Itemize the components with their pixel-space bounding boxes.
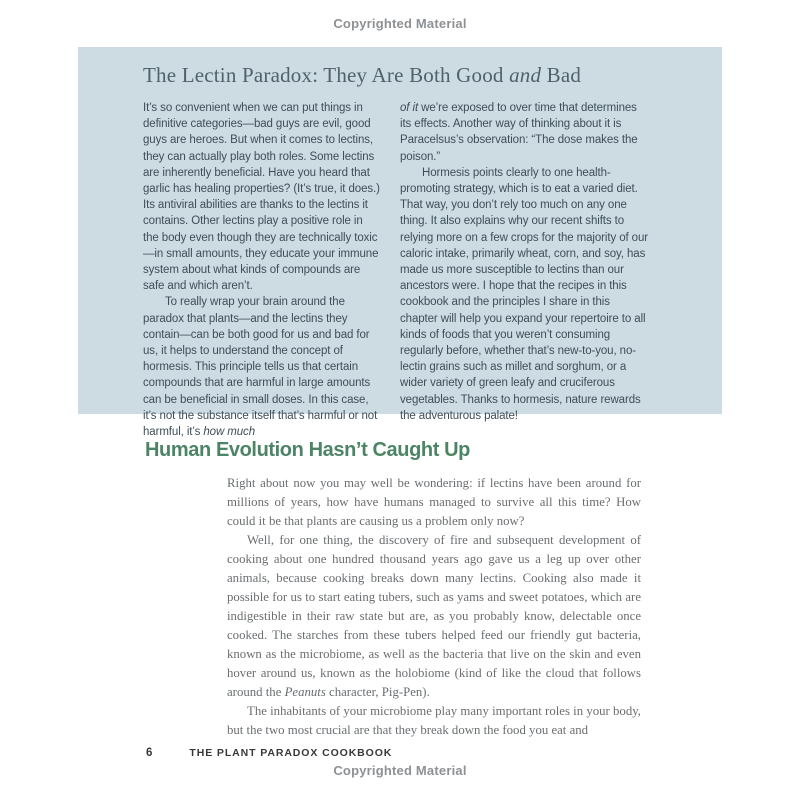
box-paragraph-4: Hormesis points clearly to one health-promoting strategy, which is to eat a varied diet. That way, you don’t rely too much on any one thing. It also explains why our recent shifts to relying more on a few crops for the majority of our caloric intake, primarily wheat, corn, and soy, has made us more susceptible to lectins than our ancestors were. I hope that the recipes in this cookbook and the principles I share in this chapter will help you expand your repertoire to all kinds of foods that you weren’t consuming regularly before, whether that’s new-to-you, no-lectin grains such as millet and sorghum, or a wider variety of green leafy and cruciferous vegetables. Thanks to hormesis, nature rewards the adventurous palate! bbox=[400, 166, 649, 422]
copyright-notice-top: Copyrighted Material bbox=[333, 16, 467, 31]
box-right-column bbox=[400, 100, 648, 440]
book-title: THE PLANT PARADOX COOKBOOK bbox=[189, 747, 393, 759]
box-heading bbox=[143, 63, 648, 88]
box-left-column bbox=[143, 100, 381, 440]
italic-of-it: of it bbox=[400, 102, 419, 114]
body-paragraph-1: Right about now you may well be wondering: if lectins have been around for millions of years, how have humans managed to survive all this time? How could it be that plants are causing us a problem only now? bbox=[227, 476, 641, 528]
lectin-paradox-callout-box bbox=[78, 47, 722, 439]
box-paragraph-3 bbox=[400, 100, 648, 165]
box-heading-italic-and: and bbox=[509, 63, 542, 87]
box-paragraph-1: It’s so convenient when we can put things in definitive categories—bad guys are evil, good guys are heroes. But when it comes to lectins, they can actually play both roles. Some lectins are inherently beneficial. Have you heard that garlic has healing properties? (It’s true, it does.) Its antiviral abilities are thanks to the lectins it contains. Other lectins play a positive role in the body even though they are technically toxic—in small amounts, they educate your immune system about what kinds of compounds are safe and which aren’t. bbox=[143, 102, 380, 293]
italic-how-much: how much bbox=[203, 426, 256, 439]
box-heading-text-pre: The Lectin Paradox: They Are Both Good bbox=[143, 63, 510, 87]
page-number: 6 bbox=[146, 747, 153, 759]
box-paragraph-3-text: we’re exposed to over time that determines its effects. Another way of thinking about it is Paracelsus’s observation: “The dose makes the poison.” bbox=[400, 102, 638, 163]
body-paragraph-2-post: character, Pig-Pen). bbox=[325, 685, 430, 699]
box-columns bbox=[143, 100, 648, 440]
box-paragraph-2 bbox=[143, 294, 381, 440]
body-paragraph-3: The inhabitants of your microbiome play many important roles in your body, but the two most crucial are that they break down the food you eat and bbox=[227, 704, 641, 737]
box-heading-text-post: Bad bbox=[541, 63, 582, 87]
copyright-notice-bottom: Copyrighted Material bbox=[333, 763, 467, 778]
box-paragraph-2-text: To really wrap your brain around the paradox that plants—and the lectins they contain—can be both good for us and bad for us, it helps to understand the concept of hormesis. This principle tells us that certain compounds that are harmful in large amounts can be beneficial in small doses. In this case, it’s not the substance itself that’s harmful or not harmful, it’s bbox=[143, 296, 378, 439]
page-footer bbox=[146, 747, 392, 759]
chapter-body bbox=[227, 474, 641, 740]
body-paragraph-2 bbox=[227, 531, 641, 702]
body-paragraph-2-pre: Well, for one thing, the discovery of fire and subsequent development of cooking about one hundred thousand years ago gave us a leg up over other animals, because cooking breaks down many lectins. Cooking also made it possible for us to start eating tubers, such as yams and sweet potatoes, which are indigestible in their raw state but are, as you probably know, delectable once cooked. The starches from these tubers helped feed our friendly gut bacteria, known as the microbiome, as well as the bacteria that live on the skin and even hover around us, known as the holobiome (kind of like the cloud that follows around the bbox=[227, 533, 641, 699]
italic-peanuts: Peanuts bbox=[284, 685, 326, 699]
section-heading: Human Evolution Hasn’t Caught Up bbox=[145, 439, 470, 461]
